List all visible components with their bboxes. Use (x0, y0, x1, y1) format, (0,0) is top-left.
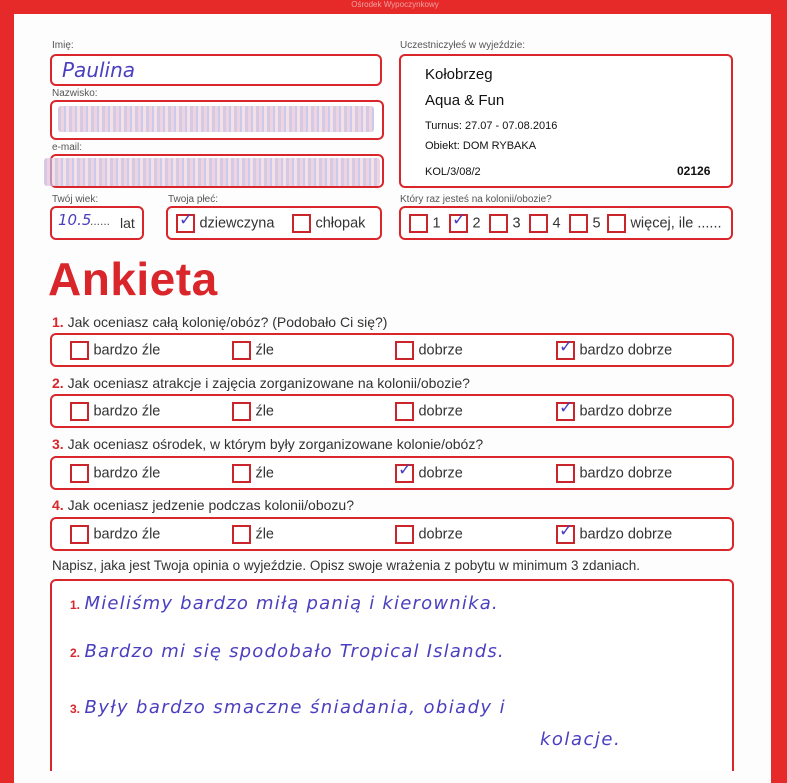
gender-label: Twoja płeć: (168, 194, 219, 205)
name-field[interactable] (50, 54, 382, 86)
girl-check-mark: ✓ (179, 210, 194, 230)
q4-option-very-good[interactable] (556, 521, 673, 544)
times-2-checkbox[interactable] (449, 210, 468, 233)
question-2 (52, 375, 470, 391)
times-4-checkbox[interactable] (529, 214, 548, 233)
q4-bad-label: źle (255, 526, 274, 543)
q2-option-very-good[interactable] (556, 398, 673, 421)
girl-label: dziewczyna (199, 215, 275, 232)
q1-good-label: dobrze (418, 342, 463, 359)
gender-option-girl[interactable] (176, 210, 275, 233)
question-2-number: 2. (52, 375, 64, 391)
q4-check-mark: ✓ (559, 521, 574, 541)
q4-very-good-checkbox[interactable] (556, 521, 575, 544)
opinion-line-3 (70, 697, 506, 718)
opinion-line-1-text: Mieliśmy bardzo miłą panią i kierownika. (84, 593, 499, 614)
opinion-line-1-number: 1. (70, 598, 81, 612)
trip-number: 02126 (677, 164, 711, 178)
question-1-text: Jak oceniasz całą kolonię/obóz? (Podobało Ci się?) (67, 314, 388, 330)
q4-good-label: dobrze (418, 526, 463, 543)
q2-bad-label: źle (255, 403, 274, 420)
q4-bad-checkbox[interactable] (232, 525, 251, 544)
question-4-number: 4. (52, 497, 64, 513)
turnus-label: Turnus: (425, 120, 462, 132)
q2-bad-checkbox[interactable] (232, 402, 251, 421)
q3-option-good[interactable] (395, 460, 463, 483)
object-row (425, 140, 536, 152)
times-option-more[interactable] (607, 214, 722, 233)
gender-field (166, 206, 382, 240)
opinion-prompt: Napisz, jaka jest Twoja opinia o wyjeździe. Opisz swoje wrażenia z pobytu w minimum 3 zdaniach. (52, 558, 641, 573)
opinion-line-2 (70, 641, 505, 662)
question-4-options (50, 517, 734, 551)
question-1 (52, 314, 387, 330)
q4-option-bad[interactable] (232, 525, 274, 544)
turnus-row (425, 120, 557, 132)
q3-option-very-good[interactable] (556, 464, 672, 483)
times-1-label: 1 (432, 215, 441, 232)
q2-very-good-checkbox[interactable] (556, 398, 575, 421)
times-option-4[interactable] (529, 214, 561, 233)
times-2-check-mark: ✓ (452, 210, 467, 230)
times-label: Który raz jesteś na kolonii/obozie? (400, 194, 552, 205)
q2-option-good[interactable] (395, 402, 463, 421)
q1-bad-checkbox[interactable] (232, 341, 251, 360)
opinion-line-1 (70, 593, 499, 614)
q1-very-bad-checkbox[interactable] (70, 341, 89, 360)
opinion-line-2-number: 2. (70, 646, 81, 660)
times-more-label: więcej, ile ...... (630, 215, 722, 232)
times-option-3[interactable] (489, 214, 521, 233)
opinion-line-2-text: Bardzo mi się spodobało Tropical Islands. (84, 641, 505, 662)
question-4-text: Jak oceniasz jedzenie podczas kolonii/obozu? (67, 497, 354, 513)
q4-option-good[interactable] (395, 525, 463, 544)
q1-option-good[interactable] (395, 341, 463, 360)
q4-option-very-bad[interactable] (70, 525, 160, 544)
q2-option-very-bad[interactable] (70, 402, 160, 421)
q3-option-very-bad[interactable] (70, 464, 160, 483)
question-1-number: 1. (52, 314, 64, 330)
q3-good-label: dobrze (418, 465, 463, 482)
question-2-options (50, 394, 734, 428)
trip-label: Uczestniczyłeś w wyjeździe: (400, 40, 526, 51)
trip-info-box (399, 54, 733, 188)
q1-good-checkbox[interactable] (395, 341, 414, 360)
age-label: Twój wiek: (52, 194, 99, 205)
q3-bad-label: źle (255, 465, 274, 482)
question-3-text: Jak oceniasz ośrodek, w którym były zorganizowane kolonie/obóz? (67, 436, 484, 452)
question-2-text: Jak oceniasz atrakcje i zajęcia zorganizowane na kolonii/obozie? (67, 375, 470, 391)
q1-bad-label: źle (255, 342, 274, 359)
opinion-line-3-number: 3. (70, 702, 81, 716)
q2-very-bad-label: bardzo źle (93, 403, 161, 420)
question-3-options (50, 456, 734, 490)
opinion-textarea[interactable] (50, 579, 734, 771)
question-3 (52, 436, 483, 452)
opinion-line-3-text: Były bardzo smaczne śniadania, obiady i (84, 697, 506, 718)
times-2-label: 2 (472, 215, 481, 232)
email-field[interactable] (50, 154, 384, 188)
redacted-email (44, 158, 380, 186)
girl-checkbox[interactable] (176, 210, 195, 233)
times-field (399, 206, 733, 240)
q4-very-bad-checkbox[interactable] (70, 525, 89, 544)
times-5-label: 5 (592, 215, 601, 232)
q2-good-checkbox[interactable] (395, 402, 414, 421)
question-3-number: 3. (52, 436, 64, 452)
redacted-surname (58, 106, 374, 132)
boy-checkbox[interactable] (292, 214, 311, 233)
top-strip-text: Ośrodek Wypoczynkowy (351, 0, 439, 9)
email-label: e-mail: (52, 142, 83, 153)
question-1-options (50, 333, 734, 367)
trip-name: Aqua & Fun (425, 92, 505, 109)
age-value: 10.5 (58, 211, 92, 229)
q4-very-good-label: bardzo dobrze (579, 526, 673, 543)
q1-option-very-bad[interactable] (70, 341, 160, 360)
q1-option-bad[interactable] (232, 341, 274, 360)
q3-option-bad[interactable] (232, 464, 274, 483)
q1-very-bad-label: bardzo źle (93, 342, 161, 359)
q3-bad-checkbox[interactable] (232, 464, 251, 483)
q2-check-mark: ✓ (559, 398, 574, 418)
q3-good-checkbox[interactable] (395, 460, 414, 483)
q3-very-bad-label: bardzo źle (93, 465, 161, 482)
q3-very-good-label: bardzo dobrze (579, 465, 673, 482)
surname-label: Nazwisko: (52, 88, 98, 99)
q1-very-good-label: bardzo dobrze (579, 342, 673, 359)
age-dots: ...... (90, 214, 111, 228)
name-value: Paulina (62, 58, 136, 82)
surname-field[interactable] (50, 100, 384, 140)
q2-very-bad-checkbox[interactable] (70, 402, 89, 421)
times-option-2[interactable] (449, 210, 481, 233)
trip-code: KOL/3/08/2 (425, 166, 481, 178)
age-field[interactable] (50, 206, 144, 240)
times-5-checkbox[interactable] (569, 214, 588, 233)
q3-very-bad-checkbox[interactable] (70, 464, 89, 483)
q1-very-good-checkbox[interactable] (556, 337, 575, 360)
times-3-checkbox[interactable] (489, 214, 508, 233)
q3-very-good-checkbox[interactable] (556, 464, 575, 483)
times-more-checkbox[interactable] (607, 214, 626, 233)
age-unit: lat (120, 215, 135, 231)
q3-check-mark: ✓ (398, 460, 413, 480)
survey-title: Ankieta (48, 253, 218, 305)
q2-option-bad[interactable] (232, 402, 274, 421)
question-4 (52, 497, 354, 513)
q4-very-bad-label: bardzo źle (93, 526, 161, 543)
times-3-label: 3 (512, 215, 521, 232)
boy-label: chłopak (315, 215, 366, 232)
opinion-line-3-continuation: kolacje. (540, 729, 622, 750)
q2-good-label: dobrze (418, 403, 463, 420)
gender-option-boy[interactable] (292, 214, 365, 233)
q1-option-very-good[interactable] (556, 337, 673, 360)
times-1-checkbox[interactable] (409, 214, 428, 233)
object-label: Obiekt: (425, 140, 460, 152)
trip-city: Kołobrzeg (425, 66, 493, 83)
turnus-value: 27.07 - 07.08.2016 (464, 120, 558, 132)
times-4-label: 4 (552, 215, 561, 232)
q2-very-good-label: bardzo dobrze (579, 403, 673, 420)
q1-check-mark: ✓ (559, 337, 574, 357)
object-value: DOM RYBAKA (462, 140, 537, 152)
q4-good-checkbox[interactable] (395, 525, 414, 544)
times-option-1[interactable] (409, 214, 441, 233)
name-label: Imię: (52, 40, 74, 51)
times-option-5[interactable] (569, 214, 601, 233)
